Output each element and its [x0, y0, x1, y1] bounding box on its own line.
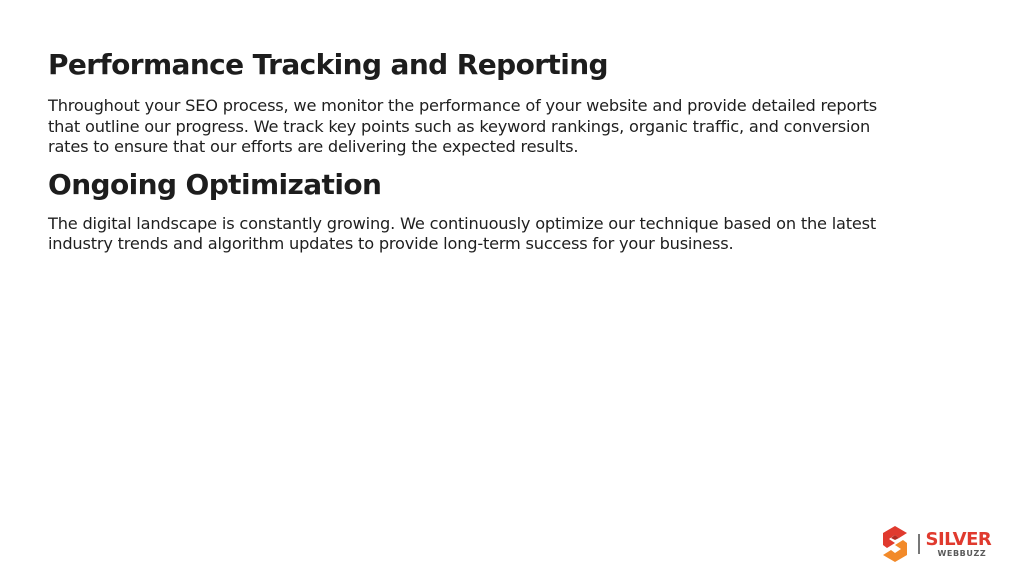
- company-logo: [880, 524, 1004, 564]
- section-heading-performance: Performance Tracking and Reporting: [48, 48, 608, 81]
- logo-subtext: WEBBUZZ: [937, 548, 987, 558]
- silver-webbuzz-logo-mark-icon: [880, 525, 910, 563]
- content: [48, 46, 888, 255]
- logo-wordmark: SILVER: [925, 528, 992, 550]
- section-body-performance: Throughout your SEO process, we monitor the performance of your website and provide detailed reports that outline our progress. We track key points such as keyword rankings, organic traffic, and conversion rates to ensure that our efforts are delivering the expected results.: [48, 96, 878, 156]
- section-body-optimization: The digital landscape is constantly growing. We continuously optimize our technique based on the latest industry trends and algorithm updates to provide long-term success for your business.: [48, 213, 877, 253]
- logo-separator: [918, 534, 920, 554]
- logo-text: [925, 528, 992, 558]
- section-heading-optimization: Ongoing Optimization: [48, 167, 382, 201]
